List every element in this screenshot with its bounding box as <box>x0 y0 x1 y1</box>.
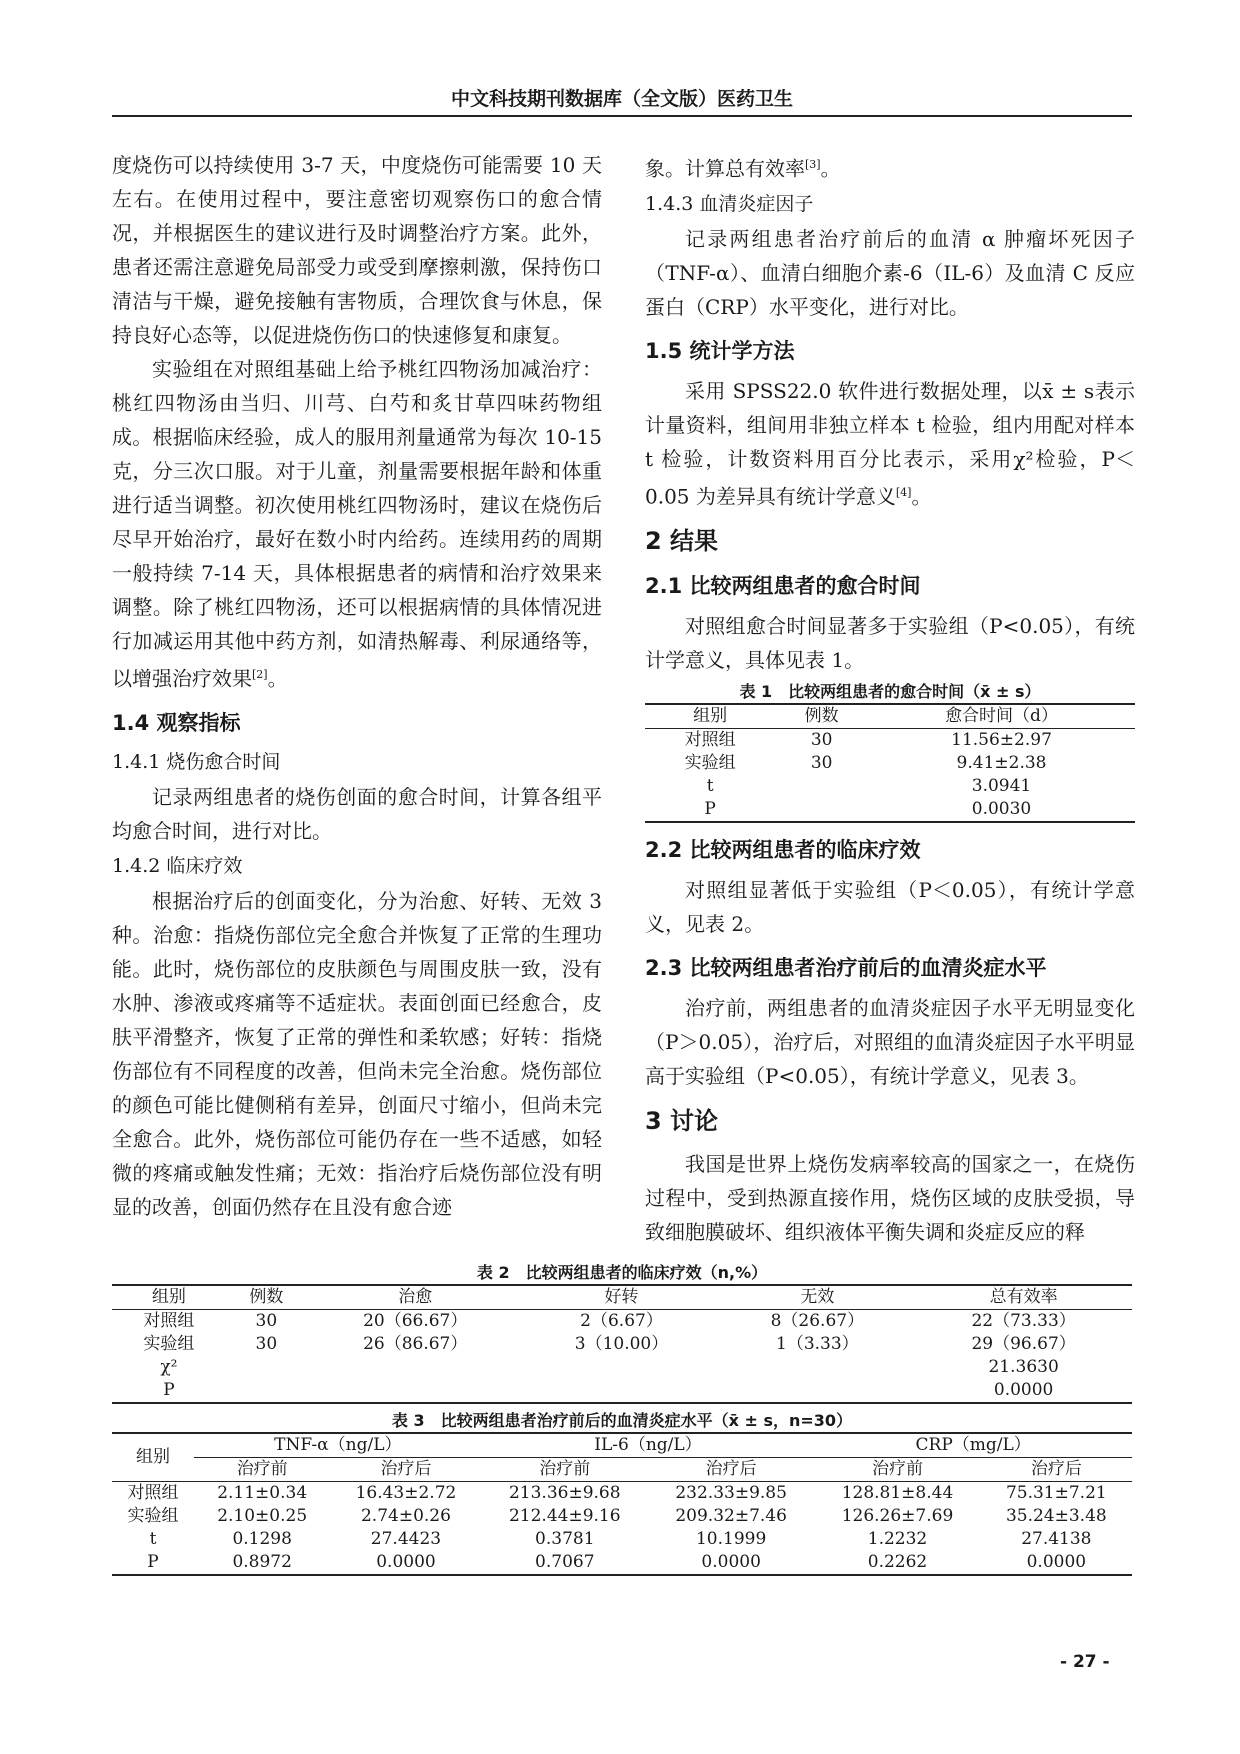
table-cell: 实验组 <box>127 1506 179 1526</box>
table-cell: 35.24±3.48 <box>1005 1506 1107 1526</box>
table-cell: 212.44±9.16 <box>508 1506 621 1526</box>
table-cell <box>524 1356 720 1379</box>
table-cell <box>307 1379 524 1403</box>
citation-2: [2] <box>252 668 268 681</box>
table-cell: 9.41±2.38 <box>956 753 1047 774</box>
table-cell: 对照组 <box>127 1483 179 1503</box>
heading-2-3: 2.3 比较两组患者治疗前后的血清炎症水平 <box>645 956 1047 981</box>
table-header-cell: 好转 <box>604 1287 639 1307</box>
left-para-1: 度烧伤可以持续使用 3-7 天，中度烧伤可能需要 10 天左右。在使用过程中，要注意密切观察伤口的愈合情况，并根据医生的建议进行及时调整治疗方案。此外，患者还需注意避免局部受力或受到摩擦刺激，保持伤口清洁与干燥，避免接触有害物质，合理饮食与休息，保持良好心态等，以促进烧伤伤口的快速修复和康复。 <box>112 153 602 347</box>
table-2 <box>112 1262 1132 1404</box>
right-para-7: 我国是世界上烧伤发病率较高的国家之一，在烧伤过程中，受到热源直接作用，烧伤区域的皮肤受损，导致细胞膜破坏、组织液体平衡失调和炎症反应的释 <box>645 1152 1135 1245</box>
heading-1-5: 1.5 统计学方法 <box>645 338 795 363</box>
table-cell: 11.56±2.97 <box>951 730 1052 751</box>
table-row <box>112 1333 1132 1356</box>
table-cell: 21.3630 <box>988 1357 1059 1377</box>
table-cell: 29（96.67） <box>971 1334 1076 1354</box>
table-header-cell: 例数 <box>804 706 839 727</box>
citation-4: [4] <box>895 485 912 499</box>
table-cell: t <box>706 776 714 797</box>
table-cell: 22（73.33） <box>971 1311 1076 1331</box>
table-header-cell: 例数 <box>249 1287 284 1307</box>
table-cell: 1.2232 <box>867 1529 928 1549</box>
right-para-5: 对照组显著低于实验组（P＜0.05），有统计学意义，见表 2。 <box>645 878 1135 937</box>
heading-2: 2 结果 <box>645 527 719 556</box>
table-3-grid <box>112 1432 1132 1576</box>
table-header-cell: 组别 <box>693 706 728 727</box>
table-header-cell: CRP（mg/L） <box>814 1433 1132 1458</box>
table-header-row <box>112 1285 1132 1310</box>
table-cell: 0.0000 <box>701 1552 761 1572</box>
table-3 <box>112 1410 1132 1576</box>
table-cell: 126.26±7.69 <box>841 1506 954 1526</box>
table-cell: t <box>149 1529 157 1549</box>
table-row <box>112 1505 1132 1528</box>
table-cell: 30 <box>255 1311 278 1331</box>
table-cell: 0.0000 <box>376 1552 436 1572</box>
table-header-cell: 治疗后 <box>705 1459 757 1479</box>
left-para-2: 实验组在对照组基础上给予桃红四物汤加减治疗：桃红四物汤由当归、川芎、白芍和炙甘草四味药物组成。根据临床经验，成人的服用剂量通常为每次 10-15 克，分三次口服。对于儿童，剂量需要根据年龄和体重进行适当调整。初次使用桃红四物汤时，建议在烧伤后尽早开始治疗，最好在数小时内给药。连续用药的周期一般持续 7-14 天，具体根据患者的病情和治疗效果来调整。除了桃红四物汤，还可以根据病情的具体情况进行加减运用其他中药方剂，如清热解毒、利尿通络等，以增强治疗效果[2]。 <box>112 357 602 691</box>
table-row <box>645 798 1135 822</box>
table-cell: 0.8972 <box>232 1552 292 1572</box>
table-1-grid <box>645 703 1135 823</box>
table-cell: 2（6.67） <box>580 1311 663 1331</box>
table-cell <box>226 1356 307 1379</box>
table-header-cell: 无效 <box>800 1287 835 1307</box>
right-para-4: 对照组愈合时间显著多于实验组（P<0.05），有统计学意义，具体见表 1。 <box>645 614 1135 673</box>
table-cell: 0.1298 <box>232 1529 292 1549</box>
table-cell: 8（26.67） <box>770 1311 865 1331</box>
table-cell: 16.43±2.72 <box>355 1483 457 1503</box>
table-cell: 30 <box>255 1334 278 1354</box>
table-cell: 30 <box>810 753 833 774</box>
table-header-cell: TNF-α（ng/L） <box>194 1433 482 1458</box>
table-subheader-row <box>112 1458 1132 1482</box>
table-cell: 1（3.33） <box>776 1334 859 1354</box>
table-3-caption: 表 3 比较两组患者治疗前后的血清炎症水平（x̄ ± s，n=30） <box>391 1411 853 1430</box>
right-para-6: 治疗前，两组患者的血清炎症因子水平无明显变化（P＞0.05），治疗后，对照组的血清炎症因子水平明显高于实验组（P<0.05），有统计学意义，见表 3。 <box>645 996 1135 1089</box>
table-row <box>112 1310 1132 1334</box>
table-cell: P <box>147 1552 159 1572</box>
table-cell: P <box>163 1380 175 1400</box>
table-cell: 232.33±9.85 <box>675 1483 787 1503</box>
table-cell: 213.36±9.68 <box>508 1483 621 1503</box>
table-cell: 10.1999 <box>695 1529 767 1549</box>
table-2-grid <box>112 1284 1132 1404</box>
table-cell: 0.3781 <box>535 1529 595 1549</box>
table-cell: 3（10.00） <box>574 1334 669 1354</box>
table-cell <box>719 1379 915 1403</box>
table-cell: P <box>704 799 716 820</box>
table-cell: 209.32±7.46 <box>675 1506 787 1526</box>
table-row <box>645 752 1135 775</box>
table-cell <box>307 1356 524 1379</box>
table-header-cell: 组别 <box>151 1287 186 1307</box>
table-cell: χ² <box>160 1357 178 1377</box>
table-row <box>645 775 1135 798</box>
table-cell <box>226 1379 307 1403</box>
table-row <box>112 1482 1132 1506</box>
table-cell <box>775 775 868 798</box>
table-cell: 26（86.67） <box>363 1334 468 1354</box>
table-header-cell: 治疗前 <box>236 1459 288 1479</box>
table-cell: 2.10±0.25 <box>217 1506 308 1526</box>
right-para-3: 采用 SPSS22.0 软件进行数据处理，以x̄ ± s表示计量资料，组间用非独立样本 t 检验，组内用配对样本 t 检验，计数资料用百分比表示，采用χ²检验，P＜0.05 为差异具有统计学意义[4]。 <box>645 378 1135 509</box>
table-cell: 27.4138 <box>1021 1529 1092 1549</box>
table-header-row <box>112 1433 1132 1458</box>
heading-1-4-1: 1.4.1 烧伤愈合时间 <box>112 750 281 773</box>
heading-1-4-2: 1.4.2 临床疗效 <box>112 854 243 877</box>
heading-2-1: 2.1 比较两组患者的愈合时间 <box>645 574 921 599</box>
right-para-2: 记录两组患者治疗前后的血清 α 肿瘤坏死因子（TNF-α）、血清白细胞介素-6（IL-6）及血清 C 反应蛋白（CRP）水平变化，进行对比。 <box>645 226 1135 319</box>
table-cell: 实验组 <box>684 753 736 774</box>
left-column <box>112 148 602 1224</box>
heading-1-4: 1.4 观察指标 <box>112 710 241 735</box>
table-header-cell: 愈合时间（d） <box>945 706 1058 727</box>
table-row <box>112 1356 1132 1379</box>
table-header-cell: 治愈 <box>398 1287 433 1307</box>
table-header-cell: 组别 <box>112 1433 194 1482</box>
heading-2-2: 2.2 比较两组患者的临床疗效 <box>645 838 921 863</box>
table-2-caption: 表 2 比较两组患者的临床疗效（n,%） <box>476 1263 768 1282</box>
table-header-cell: 治疗后 <box>380 1459 432 1479</box>
table-cell: 0.2262 <box>867 1552 928 1572</box>
table-cell: 20（66.67） <box>363 1311 468 1331</box>
table-cell: 0.0000 <box>1026 1552 1087 1572</box>
table-row <box>112 1379 1132 1403</box>
table-header-cell: 治疗后 <box>1030 1459 1082 1479</box>
table-cell: 实验组 <box>143 1334 195 1354</box>
table-header-row <box>645 704 1135 729</box>
left-para-3: 记录两组患者的烧伤创面的愈合时间，计算各组平均愈合时间，进行对比。 <box>112 784 602 843</box>
table-cell: 0.0030 <box>971 799 1032 820</box>
table-header-cell: 总有效率 <box>989 1287 1058 1307</box>
table-cell: 0.0000 <box>993 1380 1054 1400</box>
citation-3: [3] <box>805 158 821 171</box>
running-header: 中文科技期刊数据库（全文版）医药卫生 <box>450 88 793 110</box>
page-number: - 27 - <box>1060 1652 1110 1672</box>
heading-1-4-3: 1.4.3 血清炎症因子 <box>645 192 814 215</box>
table-cell: 30 <box>810 730 833 751</box>
header-rule <box>112 115 1132 117</box>
table-header-cell: IL-6（ng/L） <box>482 1433 815 1458</box>
table-1-caption: 表 1 比较两组患者的愈合时间（x̄ ± s） <box>739 682 1041 702</box>
table-cell: 对照组 <box>143 1311 195 1331</box>
heading-3: 3 讨论 <box>645 1107 719 1136</box>
table-cell: 27.4423 <box>370 1529 442 1549</box>
table-cell: 75.31±7.21 <box>1005 1483 1107 1503</box>
table-cell <box>524 1379 720 1403</box>
table-cell: 2.11±0.34 <box>217 1483 308 1503</box>
table-1 <box>645 681 1135 823</box>
right-column <box>645 148 1135 1249</box>
right-para-1: 象。计算总有效率[3]。 <box>645 156 841 181</box>
table-cell: 对照组 <box>684 730 736 751</box>
table-row <box>112 1551 1132 1575</box>
table-cell: 3.0941 <box>971 776 1032 797</box>
table-header-cell: 治疗前 <box>872 1459 923 1479</box>
table-cell: 2.74±0.26 <box>360 1506 451 1526</box>
table-cell <box>719 1356 915 1379</box>
table-cell: 128.81±8.44 <box>841 1483 954 1503</box>
table-header-cell: 治疗前 <box>539 1459 591 1479</box>
left-para-4: 根据治疗后的创面变化，分为治愈、好转、无效 3 种。治愈：指烧伤部位完全愈合并恢复了正常的生理功能。此时，烧伤部位的皮肤颜色与周围皮肤一致，没有水肿、渗液或疼痛等不适症状。表面创面已经愈合，皮肤平滑整齐，恢复了正常的弹性和柔软感；好转：指烧伤部位有不同程度的改善，但尚未完全治愈。烧伤部位的颜色可能比健侧稍有差异，创面尺寸缩小，但尚未完全愈合。此外，烧伤部位可能仍存在一些不适感，如轻微的疼痛或触发性痛；无效：指治疗后烧伤部位没有明显的改善，创面仍然存在且没有愈合迹 <box>112 888 602 1219</box>
table-row <box>645 729 1135 753</box>
table-cell: 0.7067 <box>535 1552 595 1572</box>
table-cell <box>775 798 868 822</box>
table-row <box>112 1528 1132 1551</box>
